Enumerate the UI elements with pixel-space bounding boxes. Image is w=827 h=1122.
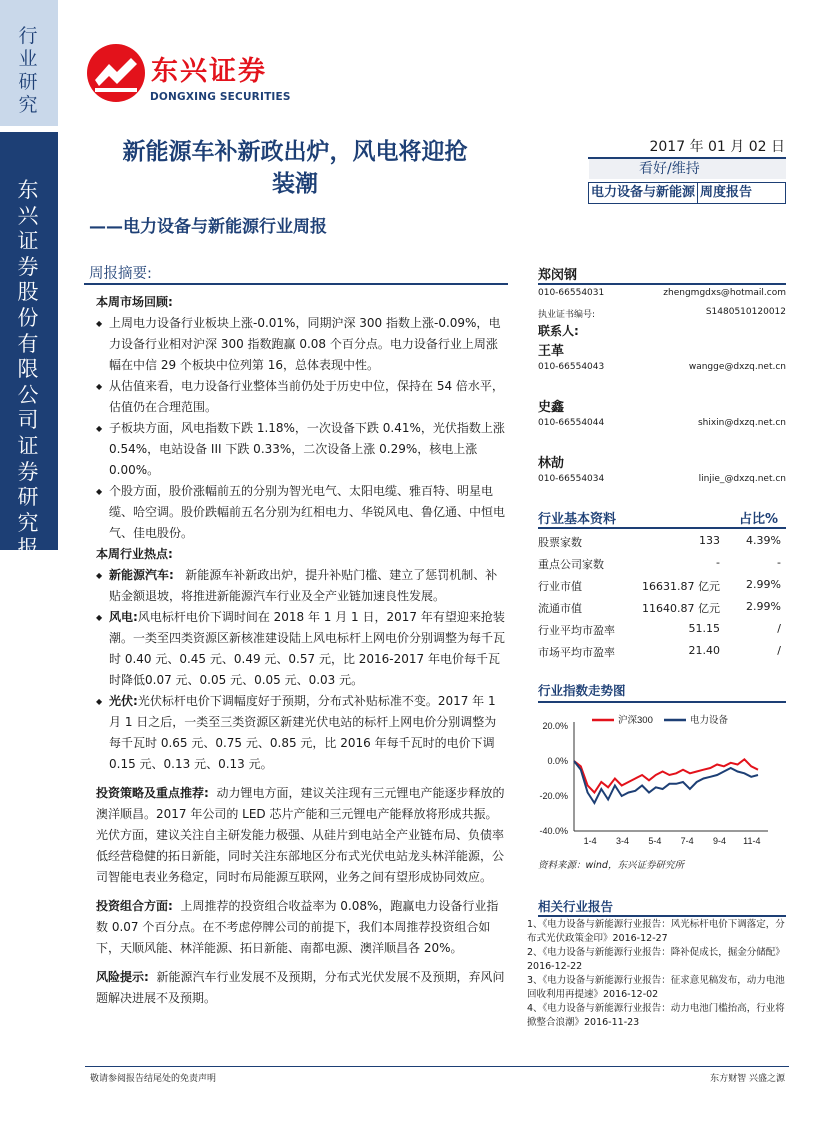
logo-text-en: DONGXING SECURITIES — [150, 91, 291, 103]
industry-table-title: 行业基本资料 — [538, 512, 617, 527]
contact-label: 联系人: — [538, 324, 579, 338]
x-tick-label: 9-4 — [712, 836, 727, 846]
hotspot-pv — [96, 691, 508, 775]
analyst-phone: 010-66554034 — [538, 474, 605, 484]
hotspot-text: 风电标杆电价下调时间在 2018 年 1 月 1 日，2017 年有望迎来抢装潮。一类至四类资源区新核准建设陆上风电标杆上网电价分别调整为每千瓦时 0.40 元、0.45 元、0.49 元、0.57 元，比 2016-2017 年电价每千瓦时降低0.07 元、0.05 元、0.05 元、0.03 元。 — [109, 610, 506, 687]
table-cell-pct: / — [777, 622, 781, 635]
portfolio-paragraph — [96, 896, 508, 959]
hotspot-text: 新能源车补新政出炉，提升补贴门槛、建立了惩罚机制、补贴金额退坡，将推进新能源汽车行业及全产业链加速良性发展。 — [109, 568, 498, 603]
portfolio-label: 投资组合方面: — [96, 899, 173, 913]
table-row — [538, 644, 786, 665]
analyst-name: 王革 — [538, 344, 565, 359]
analyst-email: zhengmgdxs@hotmail.com — [663, 288, 786, 298]
chart-source: 资料来源：wind，东兴证券研究所 — [538, 860, 684, 871]
hotspot-label: 风电: — [109, 610, 138, 624]
table-cell-value: 51.15 — [688, 622, 720, 635]
hotspot-text: 光伏标杆电价下调幅度好于预期，分布式补贴标准不变。2017 年 1 月 1 日之后，一类至三类资源区新建光伏电站的标杆上网电价分别调整为每千瓦时 0.65 元、0.75 元、0.85 元，比 2016 年每千瓦时的电价下调 0.15 元、0.13 元、0.13 元。 — [109, 694, 497, 771]
related-divider — [538, 915, 786, 917]
x-tick-label: 3-4 — [615, 836, 630, 846]
strategy-text: 动力锂电方面，建议关注现有三元锂电产能逐步释放的澳洋顺昌。2017 年公司的 LED 芯片产能和三元锂电产能释放将形成共振。光伏方面，建议关注自主研发能力极强、从硅片到电站全产业链布局、负债率低经营稳健的拓日新能，同时关注东部地区分布式光伏电站龙头林洋能源，公司智能电表业务稳定，同时布局能源互联网，业务之间有望形成协同效应。 — [96, 786, 505, 884]
analyst-divider — [538, 283, 786, 285]
x-tick-label: 5-4 — [648, 836, 662, 846]
market-bullet: ◆ 个股方面，股价涨幅前五的分别为智光电气、太阳电缆、雅百特、明星电缆、哈空调。股价跌幅前五名分别为红相电力、华锐风电、鲁亿通、中恒电气、佳电股份。 — [96, 481, 508, 544]
table-cell-value: 21.40 — [688, 644, 720, 657]
hotspots-heading: 本周行业热点: — [96, 547, 173, 561]
rating-badge: 看好/维持 — [589, 159, 786, 179]
industry-table-header — [538, 508, 786, 527]
chart-divider — [538, 701, 786, 703]
related-report-item: 4、《电力设备与新能源行业报告：动力电池门槛抬高，行业将掀整合浪潮》2016-11-23 — [527, 1003, 785, 1028]
analyst-name: 史鑫 — [538, 400, 565, 415]
report-date: 2017 年 01 月 02 日 — [649, 139, 785, 155]
x-tick-label: 7-4 — [680, 836, 694, 846]
related-report-item: 1、《电力设备与新能源行业报告：风光标杆电价下调落定，分布式光伏政策金印》2016-12-27 — [527, 919, 785, 944]
table-cell-value: 16631.87 亿元 — [642, 580, 720, 593]
cert-number: S1480510120012 — [705, 307, 786, 317]
report-title — [80, 136, 510, 200]
report-type-label: 周度报告 — [697, 183, 754, 203]
market-bullet: ◆ 子板块方面，风电指数下跌 1.18%，一次设备下跌 0.41%，光伏指数上涨 0.54%，电站设备 III 下跌 0.33%，二次设备上涨 0.29%，核电上涨 0.00%。 — [96, 418, 508, 481]
sidebar-company-label: 东兴证券股份有限公司证券研究报告 — [17, 178, 39, 586]
table-cell-pct: 2.99% — [746, 578, 781, 591]
table-cell-label: 流通市值 — [538, 602, 582, 615]
related-reports-list — [527, 918, 789, 1030]
chart-title: 行业指数走势图 — [538, 683, 626, 698]
table-row — [538, 534, 786, 555]
table-cell-value: 11640.87 亿元 — [642, 602, 720, 615]
market-bullet: ◆ 上周电力设备行业板块上涨-0.01%，同期沪深 300 指数上涨-0.09%，电力设备行业相对沪深 300 指数跑赢 0.08 个百分点。电力设备行业上周涨幅在中信 29 个板块中位列第 16，总体表现中性。 — [96, 313, 508, 376]
table-cell-label: 行业平均市盈率 — [538, 624, 615, 637]
footer-divider — [85, 1066, 789, 1067]
table-row — [538, 622, 786, 643]
category-label: 电力设备与新能源 — [591, 185, 696, 200]
strategy-paragraph — [96, 783, 508, 888]
report-title-line1: 新能源车补新政出炉，风电将迎抢 — [122, 139, 468, 165]
analyst-phone: 010-66554043 — [538, 362, 605, 372]
report-title-line2: 装潮 — [272, 171, 318, 197]
table-row — [538, 556, 786, 577]
y-tick-label: 20.0% — [542, 721, 568, 731]
table-row — [538, 578, 786, 599]
analyst-email: shixin@dxzq.net.cn — [697, 418, 786, 428]
logo-text-cn: 东兴证券 — [151, 56, 267, 87]
table-cell-value: 133 — [699, 534, 720, 547]
summary-heading: 周报摘要: — [89, 266, 152, 282]
hotspot-ev — [96, 565, 508, 607]
strategy-label: 投资策略及重点推荐: — [96, 786, 209, 800]
index-trend-chart — [530, 706, 786, 856]
x-tick-label: 11-4 — [743, 836, 761, 846]
summary-body — [96, 292, 508, 1009]
analyst-name: 林劼 — [538, 456, 565, 471]
table-cell-pct: / — [777, 644, 781, 657]
analyst-email: linjie_@dxzq.net.cn — [698, 474, 786, 484]
legend-label: 沪深300 — [618, 715, 653, 726]
sidebar-category-label: 行业研究 — [18, 25, 38, 116]
table-cell-label: 股票家数 — [538, 536, 582, 549]
risk-text: 新能源汽车行业发展不及预期，分布式光伏发展不及预期，弃风问题解决进展不及预期。 — [96, 970, 505, 1005]
related-report-item: 3、《电力设备与新能源行业报告：征求意见稿发布，动力电池回收利用再提速》2016-12-02 — [527, 975, 785, 1000]
table-cell-value: - — [716, 556, 720, 569]
cert-label: 执业证书编号: — [538, 310, 596, 320]
analyst-email: wangge@dxzq.net.cn — [688, 362, 786, 372]
table-cell-pct: 2.99% — [746, 600, 781, 613]
footer-disclaimer: 敬请参阅报告结尾处的免责声明 — [90, 1074, 217, 1084]
table-cell-pct: - — [777, 556, 781, 569]
market-review-heading: 本周市场回顾: — [96, 295, 173, 309]
risk-paragraph — [96, 967, 508, 1009]
analyst-name: 郑闵钢 — [538, 268, 578, 283]
category-box — [588, 182, 786, 204]
table-divider — [538, 527, 786, 529]
table-cell-label: 行业市值 — [538, 580, 582, 593]
x-tick-label: 1-4 — [583, 836, 597, 846]
hotspot-label: 新能源汽车: — [109, 568, 174, 582]
y-tick-label: -20.0% — [539, 791, 568, 801]
footer-slogan: 东方财智 兴盛之源 — [710, 1074, 785, 1084]
industry-table-pct-head: 占比% — [738, 512, 778, 527]
y-tick-label: 0.0% — [547, 756, 568, 766]
table-row — [538, 600, 786, 621]
related-report-item: 2、《电力设备与新能源行业报告：降补促成长，掘金分储配》2016-12-22 — [527, 947, 785, 972]
table-cell-label: 重点公司家数 — [538, 558, 604, 571]
related-reports-title: 相关行业报告 — [538, 899, 614, 914]
hotspot-wind — [96, 607, 508, 691]
portfolio-text: 上周推荐的投资组合收益率为 0.08%，跑赢电力设备行业指数 0.07 个百分点。在不考虑停牌公司的前提下，我们本周推荐投资组合如下，天顺风能、林洋能源、拓日新能、南都电源、澳洋顺昌各 20%。 — [96, 899, 499, 955]
legend-label: 电力设备 — [690, 715, 729, 726]
risk-label: 风险提示: — [96, 970, 149, 984]
market-bullet: ◆ 从估值来看，电力设备行业整体当前仍处于历史中位，保持在 54 倍水平，估值仍在合理范围。 — [96, 376, 508, 418]
y-tick-label: -40.0% — [539, 826, 568, 836]
hotspot-label: 光伏: — [109, 694, 138, 708]
dongxing-logo-icon — [87, 44, 145, 102]
analyst-phone: 010-66554031 — [538, 288, 605, 298]
table-cell-pct: 4.39% — [746, 534, 781, 547]
table-cell-label: 市场平均市盈率 — [538, 646, 615, 659]
report-subtitle: ——电力设备与新能源行业周报 — [89, 217, 327, 237]
summary-divider — [84, 283, 508, 285]
analyst-phone: 010-66554044 — [538, 418, 605, 428]
